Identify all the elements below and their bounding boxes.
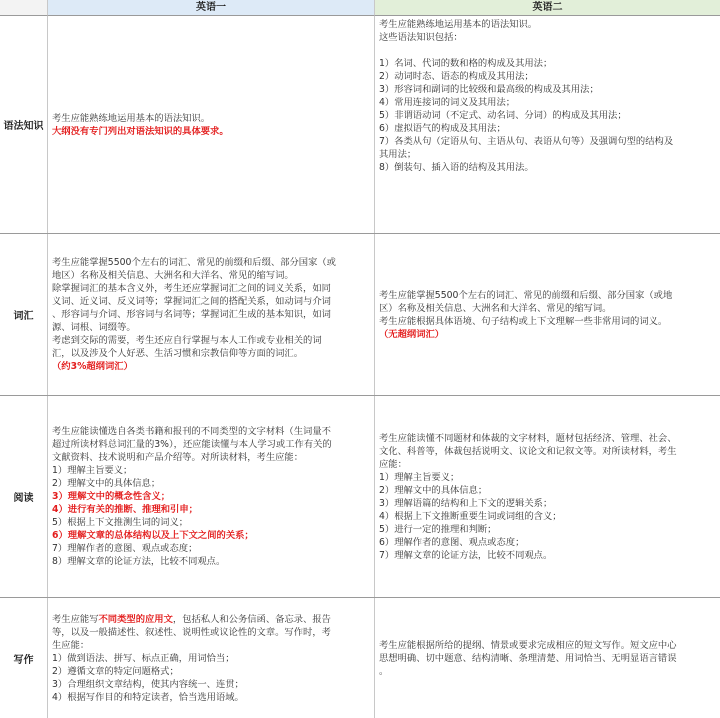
text-line: 2）遵循文章的特定问题格式； [52, 665, 179, 677]
text-line: 3）合理组织文章结构，使其内容统一、连贯； [52, 678, 244, 690]
writing-english-one-cell [48, 598, 375, 718]
text-line: 思想明确、切中题意、结构清晰、条理清楚、用词恰当、无明显语言错误 [379, 652, 677, 664]
writing-english-two-cell [375, 598, 720, 718]
text-line: 5）非谓语动词（不定式、动名词、分词）的构成及其用法； [379, 110, 627, 121]
row-writing [0, 598, 720, 718]
row-label-writing: 写作 [0, 598, 48, 718]
text-line: 文献资料、技术说明和产品介绍等。对所读材料，考生应能： [52, 452, 304, 463]
text-line: 考生应能根据具体语境、句子结构或上下文理解一些非常用词的词义。 [379, 315, 668, 327]
writing-first-line-highlight: 不同类型的应用文 [98, 613, 173, 625]
row-reading [0, 396, 720, 598]
text-line: 其用法； [379, 149, 417, 160]
text-line: （无超纲词汇） [379, 328, 445, 340]
text-line: 6）虚拟语气的构成及其用法； [379, 123, 506, 134]
text-line: 2）理解文中的具体信息； [52, 478, 161, 489]
text-line: 这些语法知识包括： [379, 32, 463, 43]
text-line: 考生应能读懂选自各类书籍和报刊的不同类型的文字材料（生词量不 [52, 426, 331, 437]
text-line: 应能： [379, 458, 407, 470]
text-line: 4）进行有关的推断、推理和引申； [52, 504, 198, 515]
text-line: 。 [379, 665, 389, 677]
text-line: 7）各类从句（定语从句、主语从句、表语从句等）及强调句型的结构及 [379, 136, 674, 147]
row-grammar [0, 16, 720, 234]
text-line: 8）倒装句、插入语的结构及其用法。 [379, 162, 534, 173]
vocabulary-english-two-cell [375, 234, 720, 395]
text-line: 3）理解文中的概念性含义； [52, 491, 171, 502]
grammar-english-two-cell [375, 16, 720, 233]
text-line: （约3%超纲词汇） [52, 361, 133, 372]
text-line: 6）理解作者的意图、观点或态度； [379, 536, 525, 548]
text-line: 4）常用连接词的词义及其用法； [379, 97, 516, 108]
text-line: 1）理解主旨要义； [379, 471, 460, 483]
text-line: 除掌握词汇的基本含义外，考生还应掌握词汇之间的词义关系，如同 [52, 283, 331, 294]
text-line: 3）形容词和副词的比较级和最高级的构成及其用法； [379, 84, 599, 95]
text-line: 文化、科普等，体裁包括说明文、议论文和记叙文等。对所读材料，考生 [379, 445, 677, 457]
header-english-one: 英语一 [48, 0, 375, 16]
writing-english-one-first-line [52, 613, 370, 626]
text-line: 考生应能根据所给的提纲、情景或要求完成相应的短文写作。短文应中心 [379, 639, 677, 651]
row-label-grammar: 语法知识 [0, 16, 48, 233]
text-line: 汇，以及涉及个人好恶、生活习惯和宗教信仰等方面的词汇。 [52, 348, 304, 359]
text-line: 考生应能熟练地运用基本的语法知识。 [52, 112, 211, 124]
text-line: 2）动词时态、语态的构成及其用法； [379, 71, 534, 82]
header-english-two: 英语二 [375, 0, 720, 16]
text-line: 4）根据上下文推断重要生词或词组的含义； [379, 510, 562, 522]
text-line: 考生应能掌握5500个左右的词汇、常见的前缀和后缀、部分国家（或地 [379, 289, 673, 301]
text-line: 4）根据写作目的和特定读者，恰当选用语域。 [52, 691, 244, 703]
text-line: 6）理解文章的总体结构以及上下文之间的关系； [52, 530, 254, 541]
text-line: 考生应能读懂不同题材和体裁的文字材料，题材包括经济、管理、社会、 [379, 432, 677, 444]
vocabulary-english-one-cell [48, 234, 375, 395]
reading-english-one-cell [48, 396, 375, 597]
grammar-english-one-cell [48, 16, 375, 233]
text-line: 3）理解语篇的结构和上下文的逻辑关系； [379, 497, 553, 509]
text-line: 地区）名称及相关信息、大洲名和大洋名、常见的缩写词。 [52, 270, 294, 281]
text-line: 等，以及一般描述性、叙述性、说明性或议论性的文章。写作时，考 [52, 626, 331, 638]
row-vocabulary [0, 234, 720, 396]
text-line: 8）理解文章的论证方法，比较不同观点。 [52, 556, 226, 567]
text-line: 5）根据上下文推测生词的词义； [52, 517, 189, 528]
text-line: 、形容词与介词、形容词与名词等；掌握词汇生成的基本知识，如词 [52, 309, 331, 320]
text-line: 区）名称及相关信息、大洲名和大洋名、常见的缩写词。 [379, 302, 612, 314]
text-line: 考虑到交际的需要，考生还应自行掌握与本人工作或专业相关的词 [52, 335, 322, 346]
text-line: 2）理解文中的具体信息； [379, 484, 488, 496]
writing-first-line-prefix: 考生应能写 [52, 613, 99, 625]
text-line: 1）理解主旨要义； [52, 465, 133, 476]
writing-first-line-suffix: ，包括私人和公务信函、备忘录、报告 [172, 613, 331, 625]
text-line: 生应能： [52, 639, 90, 651]
text-line: 义词、近义词、反义词等；掌握词汇之间的搭配关系，如动词与介词 [52, 296, 331, 307]
text-line: 考生应能熟练地运用基本的语法知识。 [379, 19, 538, 30]
text-line: 1）做到语法、拼写、标点正确，用词恰当； [52, 652, 235, 664]
text-line: 1）名词、代词的数和格的构成及其用法； [379, 58, 553, 69]
text-line: 7）理解文章的论证方法，比较不同观点。 [379, 549, 553, 561]
text-line [379, 44, 716, 57]
reading-english-two-cell [375, 396, 720, 597]
text-line: 超过所读材料总词汇量的3%），还应能读懂与本人学习或工作有关的 [52, 439, 332, 450]
text-line: 考生应能掌握5500个左右的词汇、常见的前缀和后缀、部分国家（或 [52, 257, 336, 268]
row-label-reading: 阅读 [0, 396, 48, 597]
text-line: 7）理解作者的意图、观点或态度； [52, 543, 198, 554]
header-corner-cell [0, 0, 48, 16]
writing-english-one-lines [52, 626, 370, 704]
text-line: 源、词根、词缀等。 [52, 322, 136, 333]
text-line: 5）进行一定的推理和判断； [379, 523, 497, 535]
text-line: 大纲没有专门列出对语法知识的具体要求。 [52, 125, 229, 137]
row-label-vocabulary: 词汇 [0, 234, 48, 395]
